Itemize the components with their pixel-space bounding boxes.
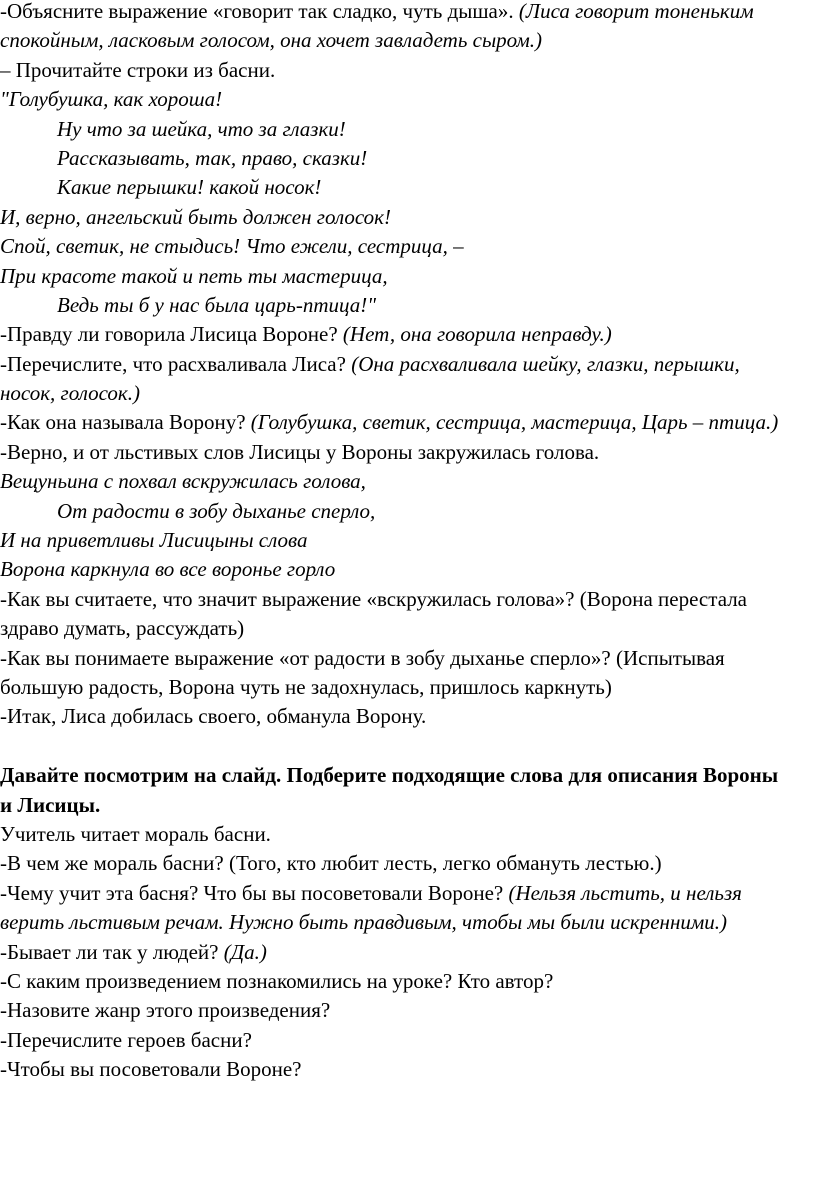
question-text: -Объясните выражение «говорит так сладко, чуть дыша». <box>0 0 519 23</box>
answer-text: здраво думать, рассуждать) <box>0 616 245 641</box>
answer-text: носок, голосок.) <box>0 381 140 406</box>
fable-verse-line: Рассказывать, так, право, сказки! <box>57 145 368 170</box>
question-text: -Как вы считаете, что значит выражение «вскружилась голова»? (Ворона перестала <box>0 586 747 611</box>
text-line <box>0 702 816 731</box>
answer-text: (Лиса говорит тоненьким <box>518 0 754 23</box>
answer-text: (Она расхваливала шейку, глазки, перышки, <box>351 351 740 376</box>
fable-verse-line: Какие перышки! какой носок! <box>57 175 322 200</box>
question-text: -Назовите жанр этого произведения? <box>0 998 331 1023</box>
fable-verse-line: Ну что за шейка, что за глазки! <box>57 116 346 141</box>
question-text: -С каким произведением познакомились на уроке? Кто автор? <box>0 968 554 993</box>
fable-verse-line: Вещуньина с похвал вскружилась голова, <box>0 469 366 494</box>
section-heading: и Лисицы. <box>0 792 101 817</box>
text-line <box>0 1055 816 1084</box>
text-line <box>0 438 816 467</box>
question-text: -Перечислите, что расхваливала Лиса? <box>0 351 352 376</box>
fable-verse-line: "Голубушка, как хороша! <box>0 87 223 112</box>
fable-verse-line: Ворона каркнула во все воронье горло <box>0 557 336 582</box>
question-text: -Бывает ли так у людей? <box>0 939 224 964</box>
statement-text: Учитель читает мораль басни. <box>0 821 271 846</box>
question-text: -Правду ли говорила Лисица Вороне? <box>0 322 343 347</box>
section-heading: Давайте посмотрим на слайд. Подберите подходящие слова для описания Вороны <box>0 763 779 788</box>
text-line <box>0 585 816 614</box>
blank-line <box>0 732 816 761</box>
text-line <box>0 408 816 437</box>
question-text: -Перечислите героев басни? <box>0 1027 252 1052</box>
text-line <box>0 967 816 996</box>
text-line <box>0 849 816 878</box>
answer-text: верить льстивым речам. Нужно быть правдивым, чтобы мы были искренними.) <box>0 910 728 935</box>
question-text: -Как вы понимаете выражение «от радости в зобу дыханье сперло»? (Испытывая <box>0 645 725 670</box>
text-line <box>0 996 816 1025</box>
text-line <box>0 350 816 379</box>
question-text: -В чем же мораль басни? (Того, кто любит лесть, легко обмануть лестью.) <box>0 851 662 876</box>
statement-text: -Верно, и от льстивых слов Лисицы у Вороны закружилась голова. <box>0 439 600 464</box>
fable-verse-line: Ведь ты б у нас была царь-птица!" <box>57 292 377 317</box>
answer-text: (Да.) <box>223 939 267 964</box>
text-line <box>0 26 816 55</box>
text-line <box>0 320 816 349</box>
text-line <box>0 1026 816 1055</box>
answer-text: большую радость, Ворона чуть не задохнулась, пришлось каркнуть) <box>0 674 612 699</box>
text-line <box>0 644 816 673</box>
question-text: -Чтобы вы посоветовали Вороне? <box>0 1057 302 1082</box>
text-line <box>0 879 816 908</box>
question-text: -Как она называла Ворону? <box>0 410 251 435</box>
text-line <box>0 673 816 702</box>
text-line <box>0 614 816 643</box>
question-text: -Чему учит эта басня? Что бы вы посоветовали Вороне? <box>0 880 509 905</box>
statement-text: -Итак, Лиса добилась своего, обманула Ворону. <box>0 704 427 729</box>
text-line <box>0 938 816 967</box>
text-line <box>0 820 816 849</box>
instruction-text: – Прочитайте строки из басни. <box>0 57 276 82</box>
answer-text: (Нельзя льстить, и нельзя <box>508 880 742 905</box>
text-line <box>0 0 816 26</box>
fable-verse-line: И на приветливы Лисицыны слова <box>0 528 308 553</box>
fable-verse-line: Спой, светик, не стыдись! Что ежели, сестрица, – <box>0 234 464 259</box>
fable-verse-line: От радости в зобу дыханье сперло, <box>57 498 376 523</box>
fable-verse-line: При красоте такой и петь ты мастерица, <box>0 263 388 288</box>
text-line <box>0 56 816 85</box>
answer-text: (Нет, она говорила неправду.) <box>342 322 612 347</box>
text-line <box>0 379 816 408</box>
text-line <box>0 908 816 937</box>
answer-text: (Голубушка, светик, сестрица, мастерица, Царь – птица.) <box>250 410 779 435</box>
fable-verse-line: И, верно, ангельский быть должен голосок! <box>0 204 391 229</box>
answer-text: спокойным, ласковым голосом, она хочет завладеть сыром.) <box>0 28 543 53</box>
